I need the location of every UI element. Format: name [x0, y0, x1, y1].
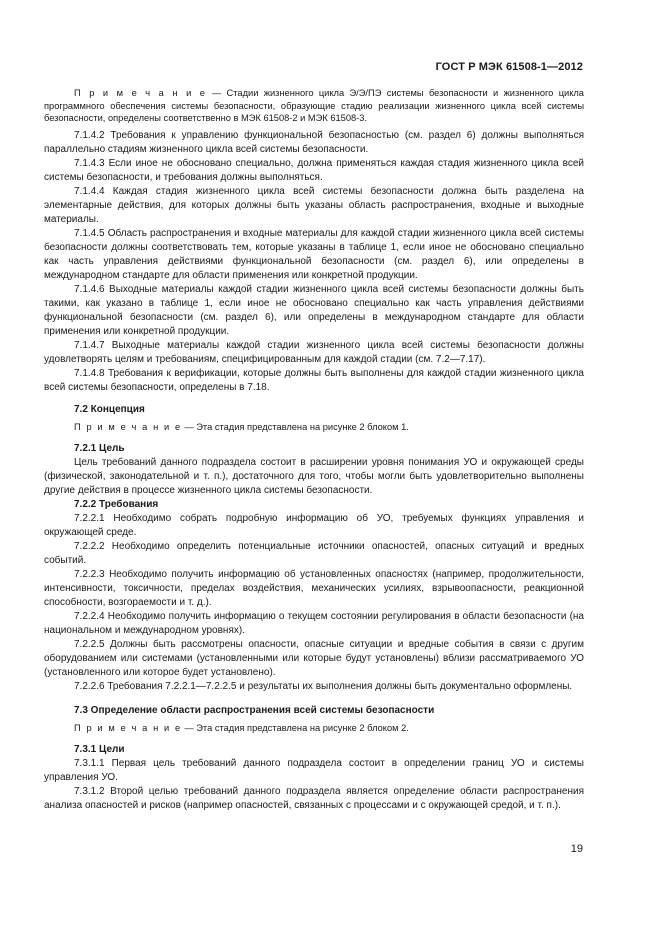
note-text: — Эта стадия представлена на рисунке 2 блоком 2. [181, 722, 409, 733]
note-text: — Эта стадия представлена на рисунке 2 блоком 1. [181, 421, 409, 432]
paragraph-7221: 7.2.2.1 Необходимо собрать подробную информацию об УО, требуемых функциях управления и окружающей среде. [44, 512, 584, 538]
document-body [44, 87, 584, 813]
note-lifecycle [44, 87, 584, 125]
note-7-2 [44, 421, 584, 434]
paragraph-7147: 7.1.4.7 Выходные материалы каждой стадии жизненного цикла всей системы безопасности должны удовлетворять целям и требованиям, специфицированным для каждой стадии (см. 7.2—7.17). [44, 339, 584, 365]
note-text: — Стадии жизненного цикла Э/Э/ПЭ системы безопасности и жизненного цикла программного обеспечения системы безопасности, образующие стадию реализации жизненного цикла всей системы безопасности, определены соответственно в МЭК 61508-2 и МЭК 61508-3. [44, 88, 584, 123]
paragraph-7312: 7.3.1.2 Второй целью требований данного подраздела является определение области распространения анализа опасностей и рисков (например опасностей, связанных с процессами и с окружающей средой, и т. п.). [44, 785, 584, 811]
paragraph-7226: 7.2.2.6 Требования 7.2.2.1—7.2.2.5 и результаты их выполнения должны быть документально оформлены. [74, 680, 573, 692]
subsection-heading-7-2-2: 7.2.2 Требования [74, 498, 159, 510]
paragraph-7146: 7.1.4.6 Выходные материалы каждой стадии жизненного цикла всей системы безопасности должны быть такими, как указано в таблице 1, если иное не обосновано специально как часть управления действиями функциональной безопасности (см. раздел 6), или определены в международном стандарте для области применения или конкретной продукции. [44, 283, 584, 337]
document-id: ГОСТ Р МЭК 61508-1—2012 [435, 61, 583, 73]
paragraph-7225: 7.2.2.5 Должны быть рассмотрены опасности, опасные ситуации и вредные события в связи с другим оборудованием или системами (установленными или которые будут установлены) вблизи рассматриваемого УО (установленного или которое будет установлено). [44, 638, 584, 678]
paragraph-7144: 7.1.4.4 Каждая стадия жизненного цикла всей системы безопасности должна быть разделена на элементарные действия, для которых должны быть указаны область распространения, входные и выходные материалы. [44, 185, 584, 225]
paragraph-7143: 7.1.4.3 Если иное не обосновано специально, должна применяться каждая стадия жизненного цикла всей системы безопасности, и требования должны выполняться. [44, 157, 584, 183]
paragraph-7145: 7.1.4.5 Область распространения и входные материалы для каждой стадии жизненного цикла всей системы безопасности должны соответствовать тем, которые указаны в таблице 1, если иное не обосновано специально как часть управления действиями функциональной безопасности (см. раздел 6), или определены в международном стандарте для области применения или конкретной продукции. [44, 227, 584, 281]
section-heading-7-2: 7.2 Концепция [74, 403, 145, 415]
paragraph-7142: 7.1.4.2 Требования к управлению функциональной безопасностью (см. раздел 6) должны выполняться параллельно стадиям жизненного цикла всей системы безопасности. [44, 129, 584, 155]
subsection-heading-7-2-1: 7.2.1 Цель [74, 442, 125, 454]
paragraph-7311: 7.3.1.1 Первая цель требований данного подраздела состоит в определении границ УО и системы управления УО. [44, 757, 584, 783]
page-number: 19 [570, 843, 583, 855]
subsection-heading-7-3-1: 7.3.1 Цели [74, 743, 125, 755]
note-label: П р и м е ч а н и е [74, 88, 207, 98]
paragraph-7148: 7.1.4.8 Требования к верификации, которые должны быть выполнены для каждой стадии жизненного цикла всей системы безопасности, определены в 7.18. [44, 367, 584, 393]
paragraph-721: Цель требований данного подраздела состоит в расширении уровня понимания УО и окружающей среды (физической, законодательной и т. п.), достаточного для того, чтобы могли быть удовлетворительно выполнены другие действия в процессе жизненного цикла системы безопасности. [44, 456, 584, 496]
paragraph-7223: 7.2.2.3 Необходимо получить информацию об установленных опасностях (например, продолжительности, интенсивности, токсичности, пределах воздействия, механических усилиях, взрывоопасности, реакционной способности, возгораемости и т. д.). [44, 568, 584, 608]
note-label: П р и м е ч а н и е [74, 421, 182, 432]
note-label: П р и м е ч а н и е [74, 722, 182, 733]
section-heading-7-3: 7.3 Определение области распространения всей системы безопасности [74, 704, 435, 716]
paragraph-7224: 7.2.2.4 Необходимо получить информацию о текущем состоянии регулирования в области безопасности (на национальном и международном уровнях). [44, 610, 584, 636]
paragraph-7222: 7.2.2.2 Необходимо определить потенциальные источники опасностей, опасных ситуаций и вредных событий. [44, 540, 584, 566]
note-7-3 [44, 722, 584, 735]
